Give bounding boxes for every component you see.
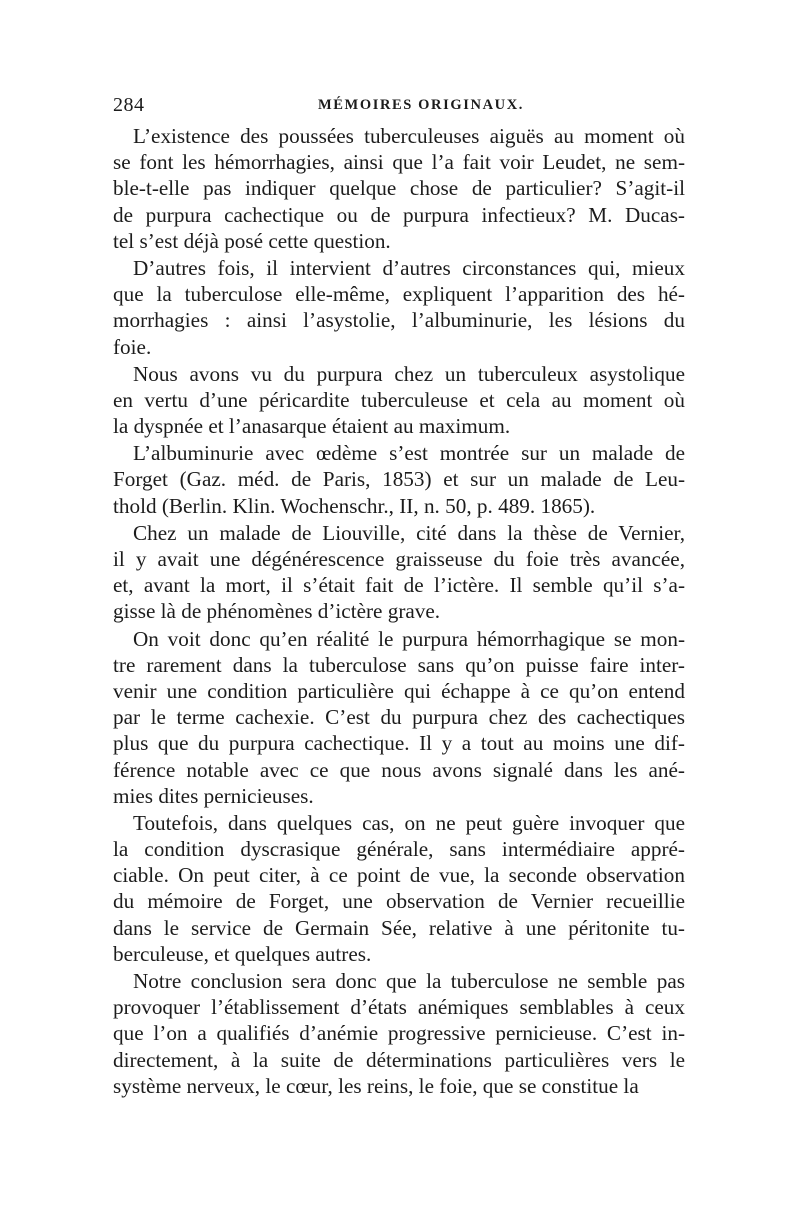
paragraph <box>113 255 685 360</box>
paragraph <box>113 361 685 440</box>
text-line: D’autres fois, il intervient d’autres circonstances qui, mieux <box>133 255 685 280</box>
text-line: gisse là de phénomènes d’ictère grave. <box>113 599 441 624</box>
text-line: ciable. On peut citer, à ce point de vue, la seconde observation <box>113 863 685 888</box>
page-number: 284 <box>113 94 145 116</box>
text-line: système nerveux, le cœur, les reins, le foie, que se constitue la <box>113 1073 639 1098</box>
paragraph <box>113 968 685 1099</box>
text-line: foie. <box>113 334 152 359</box>
text-line: Notre conclusion sera donc que la tuberculose ne semble pas <box>133 969 685 993</box>
text-line: On voit donc qu’en réalité le purpura hémorrhagique se mon- <box>133 626 685 651</box>
text-line: morrhagies : ainsi l’asystolie, l’albuminurie, les lésions du <box>113 308 685 333</box>
text-line: la dyspnée et l’anasarque étaient au maximum. <box>113 414 511 439</box>
text-line: que l’on a qualifiés d’anémie progressive pernicieuse. C’est in- <box>113 1021 685 1046</box>
paragraph <box>113 810 685 967</box>
text-line: plus que du purpura cachectique. Il y a tout au moins une dif- <box>113 731 685 756</box>
text-line: provoquer l’établissement d’états anémiques semblables à ceux <box>113 995 685 1020</box>
text-line: tel s’est déjà posé cette question. <box>113 228 391 253</box>
text-line: directement, à la suite de déterminations particulières vers le <box>113 1047 685 1072</box>
paragraph <box>113 626 685 809</box>
text-line: du mémoire de Forget, une observation de Vernier recueillie <box>113 889 685 914</box>
text-line: mies dites pernicieuses. <box>113 783 314 808</box>
running-head <box>113 94 685 120</box>
text-line: de purpura cachectique ou de purpura infectieux? M. Ducas- <box>113 202 685 227</box>
text-line: berculeuse, et quelques autres. <box>113 941 372 966</box>
text-line: Nous avons vu du purpura chez un tuberculeux asystolique <box>133 361 685 386</box>
text-line: il y avait une dégénérescence graisseuse du foie très avancée, <box>113 547 685 571</box>
running-title: MÉMOIRES ORIGINAUX. <box>317 97 525 113</box>
text-line: que la tuberculose elle-même, expliquent l’apparition des hé- <box>113 282 685 307</box>
text-line: thold (Berlin. Klin. Wochenschr., II, n. 50, p. 489. 1865). <box>113 493 596 518</box>
text-line: se font les hémorrhagies, ainsi que l’a fait voir Leudet, ne sem- <box>113 150 685 175</box>
text-line: en vertu d’une péricardite tuberculeuse et cela au moment où <box>113 387 685 412</box>
text-line: Toutefois, dans quelques cas, on ne peut guère invoquer que <box>133 810 685 835</box>
text-line: et, avant la mort, il s’était fait de l’ictère. Il semble qu’il s’a- <box>113 573 685 598</box>
text-line: tre rarement dans la tuberculose sans qu’on puisse faire inter- <box>113 652 685 677</box>
text-line: L’existence des poussées tuberculeuses aiguës au moment où <box>133 124 685 148</box>
text-line: ble-t-elle pas indiquer quelque chose de particulier? S’agit-il <box>113 176 685 201</box>
text-line: férence notable avec ce que nous avons signalé dans les ané- <box>113 757 685 782</box>
text-line: venir une condition particulière qui échappe à ce qu’on entend <box>113 678 685 703</box>
paragraph <box>113 440 685 519</box>
text-line: L’albuminurie avec œdème s’est montrée sur un malade de <box>133 441 685 466</box>
text-line: par le terme cachexie. C’est du purpura chez des cachectiques <box>113 705 685 730</box>
text-line: la condition dyscrasique générale, sans intermédiaire appré- <box>113 837 685 862</box>
text-line: dans le service de Germain Sée, relative à une péritonite tu- <box>113 915 685 940</box>
text-line: Chez un malade de Liouville, cité dans la thèse de Vernier, <box>133 520 685 545</box>
text-line: Forget (Gaz. méd. de Paris, 1853) et sur un malade de Leu- <box>113 467 685 492</box>
paragraph <box>113 520 685 625</box>
paragraph <box>113 123 685 254</box>
body-text <box>113 123 685 1100</box>
